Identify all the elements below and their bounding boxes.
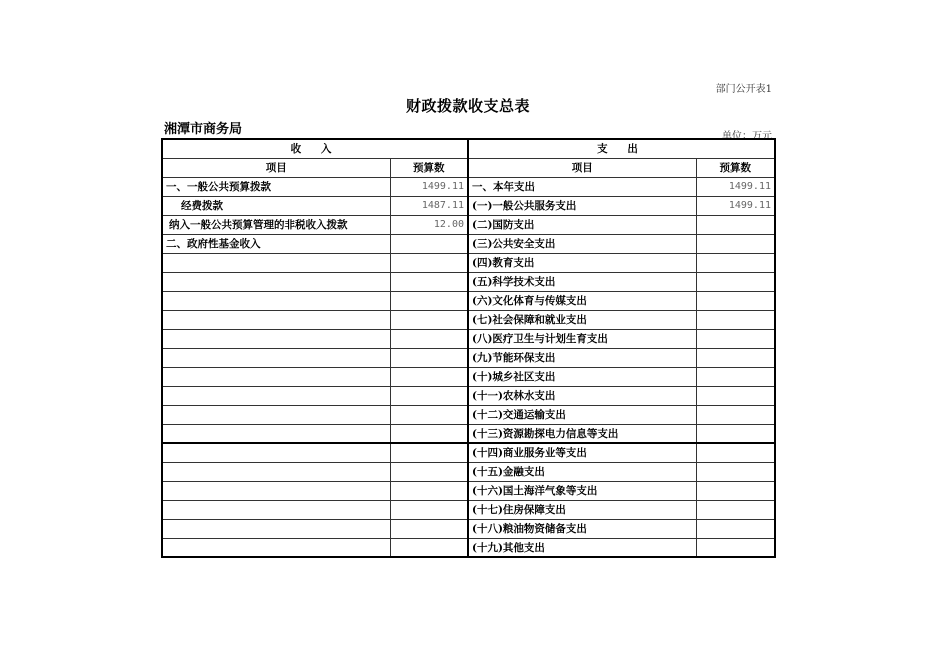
income-value-cell [390, 500, 468, 519]
income-item-cell [162, 291, 390, 310]
department-name: 湘潭市商务局 [164, 122, 243, 137]
income-item-cell [162, 538, 390, 557]
table-row [162, 367, 775, 386]
income-value-cell [390, 291, 468, 310]
expense-value-cell [696, 234, 775, 253]
income-item-cell [162, 405, 390, 424]
expense-value-cell [696, 310, 775, 329]
table-row [162, 348, 775, 367]
expense-header: 支 出 [468, 139, 775, 158]
table-row [162, 310, 775, 329]
table-row [162, 253, 775, 272]
income-value-cell [390, 424, 468, 443]
expense-item-cell: (九)节能环保支出 [468, 348, 696, 367]
expense-value-cell: 1499.11 [696, 177, 775, 196]
income-item-cell [162, 367, 390, 386]
table-row [162, 329, 775, 348]
expense-value-cell [696, 405, 775, 424]
expense-item-cell: (一)一般公共服务支出 [468, 196, 696, 215]
income-value-cell [390, 234, 468, 253]
expense-value-cell [696, 291, 775, 310]
expense-budget-header: 预算数 [696, 158, 775, 177]
table-row [162, 291, 775, 310]
expense-value-cell [696, 253, 775, 272]
expense-item-cell: (十四)商业服务业等支出 [468, 443, 696, 462]
expense-value-cell [696, 443, 775, 462]
income-item-cell: 一、一般公共预算拨款 [162, 177, 390, 196]
income-value-cell [390, 538, 468, 557]
expense-value-cell [696, 272, 775, 291]
income-value-cell [390, 386, 468, 405]
expense-item-header: 项目 [468, 158, 696, 177]
table-row [162, 234, 775, 253]
table-row [162, 500, 775, 519]
expense-item-cell: (六)文化体育与传媒支出 [468, 291, 696, 310]
expense-item-cell: (十八)粮油物资储备支出 [468, 519, 696, 538]
expense-value-cell [696, 481, 775, 500]
income-item-cell [162, 272, 390, 291]
table-row [162, 405, 775, 424]
income-item-cell [162, 348, 390, 367]
income-value-cell [390, 348, 468, 367]
sheet-code: 部门公开表1 [715, 84, 772, 95]
expense-item-cell: (二)国防支出 [468, 215, 696, 234]
income-item-cell [162, 386, 390, 405]
expense-item-cell: (七)社会保障和就业支出 [468, 310, 696, 329]
expense-item-cell: (三)公共安全支出 [468, 234, 696, 253]
income-value-cell [390, 519, 468, 538]
income-item-cell [162, 424, 390, 443]
expense-item-cell: (十九)其他支出 [468, 538, 696, 557]
income-value-cell: 12.00 [390, 215, 468, 234]
income-value-cell [390, 253, 468, 272]
expense-item-cell: (十五)金融支出 [468, 462, 696, 481]
expense-value-cell [696, 538, 775, 557]
income-value-cell [390, 462, 468, 481]
expense-value-cell [696, 329, 775, 348]
income-value-cell [390, 405, 468, 424]
expense-item-cell: (八)医疗卫生与计划生育支出 [468, 329, 696, 348]
income-value-cell [390, 310, 468, 329]
expense-item-cell: (十一)农林水支出 [468, 386, 696, 405]
income-item-cell [162, 443, 390, 462]
expense-value-cell: 1499.11 [696, 196, 775, 215]
income-value-cell: 1487.11 [390, 196, 468, 215]
expense-value-cell [696, 367, 775, 386]
expense-item-cell: (十三)资源勘探电力信息等支出 [468, 424, 696, 443]
unit-label: 单位：万元 [722, 131, 772, 142]
income-item-cell [162, 310, 390, 329]
income-item-cell [162, 500, 390, 519]
table-row [162, 443, 775, 462]
expense-value-cell [696, 215, 775, 234]
expense-value-cell [696, 500, 775, 519]
section-header-row [162, 139, 775, 158]
income-item-cell: 经费拨款 [162, 196, 390, 215]
table-row [162, 272, 775, 291]
expense-value-cell [696, 424, 775, 443]
table-row [162, 424, 775, 443]
income-item-cell [162, 462, 390, 481]
expense-item-cell: (十六)国土海洋气象等支出 [468, 481, 696, 500]
table-row [162, 386, 775, 405]
table-row [162, 481, 775, 500]
table-row [162, 196, 775, 215]
expense-value-cell [696, 519, 775, 538]
expense-item-cell: 一、本年支出 [468, 177, 696, 196]
income-item-cell: 二、政府性基金收入 [162, 234, 390, 253]
income-value-cell [390, 272, 468, 291]
income-item-cell [162, 481, 390, 500]
expense-item-cell: (十七)住房保障支出 [468, 500, 696, 519]
table-row [162, 177, 775, 196]
expense-item-cell: (四)教育支出 [468, 253, 696, 272]
table-row [162, 519, 775, 538]
income-value-cell [390, 367, 468, 386]
table-row [162, 462, 775, 481]
expense-value-cell [696, 348, 775, 367]
income-item-cell [162, 253, 390, 272]
budget-table [161, 138, 776, 558]
income-item-header: 项目 [162, 158, 390, 177]
table-row [162, 538, 775, 557]
expense-value-cell [696, 462, 775, 481]
income-value-cell [390, 443, 468, 462]
income-item-cell [162, 329, 390, 348]
page-title: 财政拨款收支总表 [405, 97, 530, 115]
income-item-cell [162, 519, 390, 538]
income-value-cell [390, 481, 468, 500]
column-header-row [162, 158, 775, 177]
income-value-cell [390, 329, 468, 348]
income-header: 收 入 [162, 139, 468, 158]
income-item-cell: 纳入一般公共预算管理的非税收入拨款 [162, 215, 390, 234]
table-row [162, 215, 775, 234]
income-value-cell: 1499.11 [390, 177, 468, 196]
expense-item-cell: (十)城乡社区支出 [468, 367, 696, 386]
expense-value-cell [696, 386, 775, 405]
expense-item-cell: (五)科学技术支出 [468, 272, 696, 291]
income-budget-header: 预算数 [390, 158, 468, 177]
expense-item-cell: (十二)交通运输支出 [468, 405, 696, 424]
